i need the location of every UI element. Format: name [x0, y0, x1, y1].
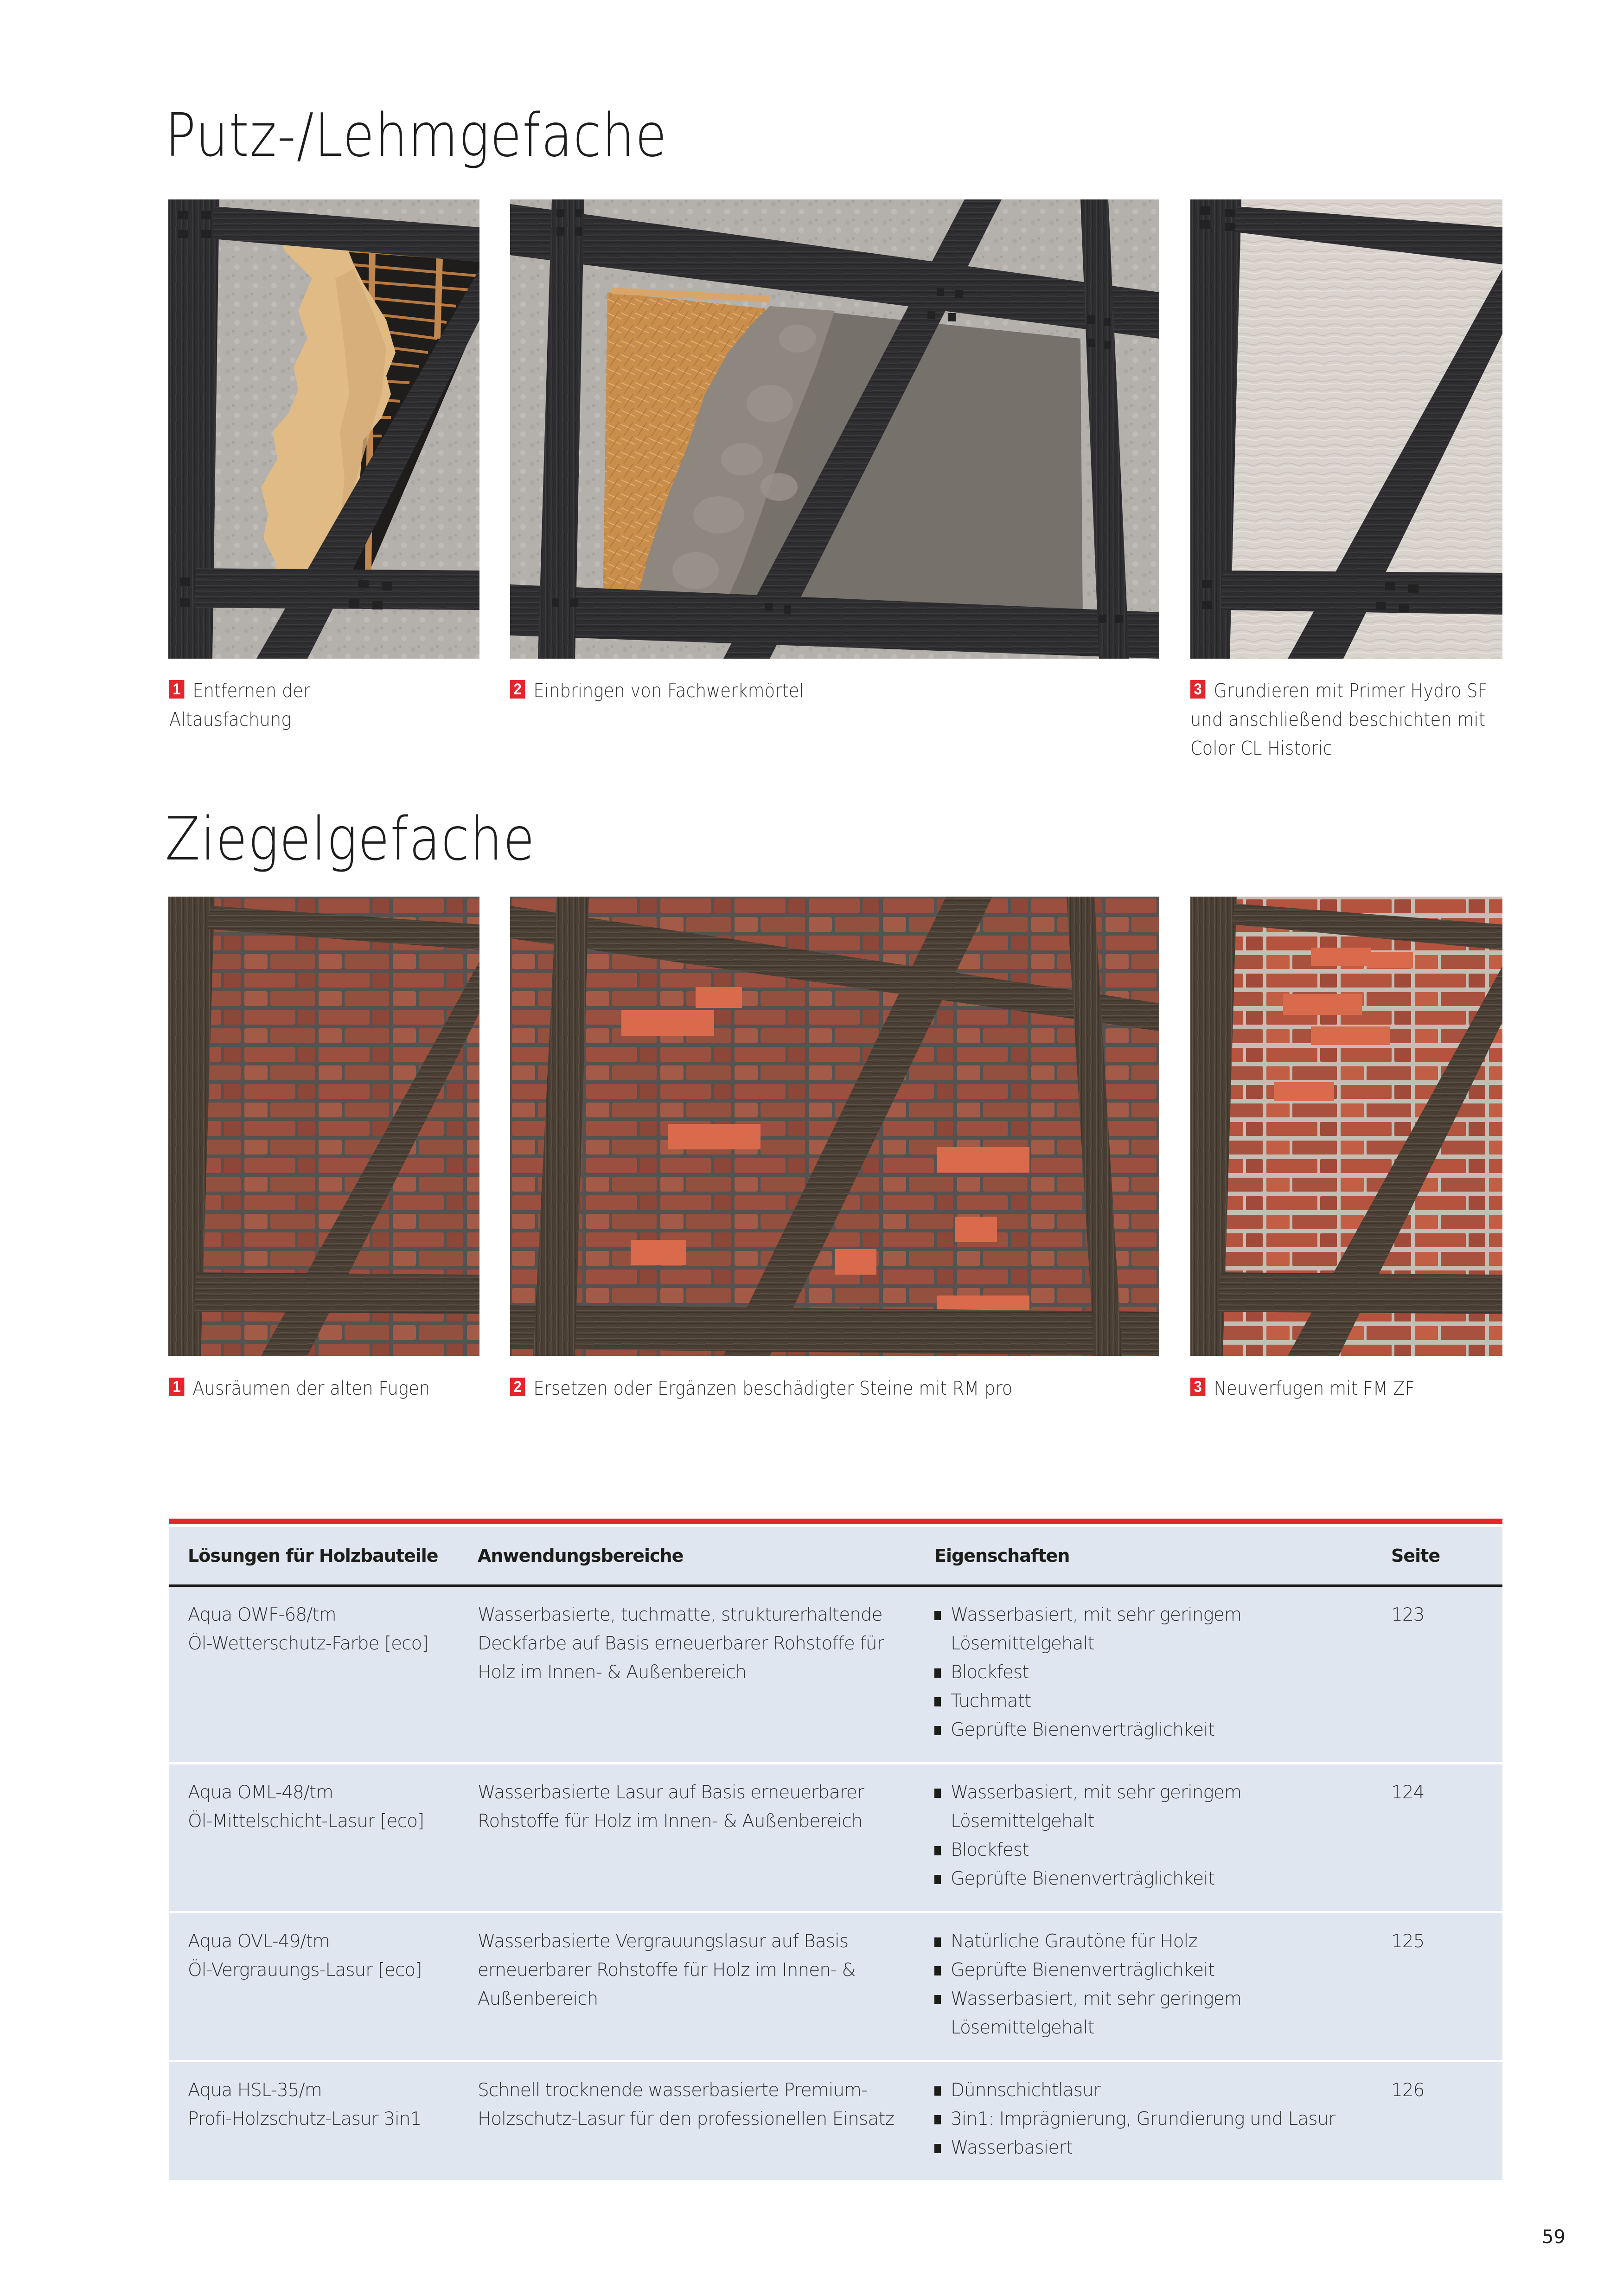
caption-putz-step-1	[169, 676, 436, 734]
property-item: 3in1: Imprägnierung, Grundierung und Lasur	[934, 2105, 1373, 2134]
step-number-badge: 2	[510, 680, 525, 699]
page-ref-cell: 125	[1373, 1912, 1502, 2061]
property-item: Dünnschichtlasur	[934, 2076, 1373, 2105]
properties-cell	[916, 2061, 1373, 2181]
section-title-ziegelgefache: Ziegelgefache	[165, 805, 536, 874]
product-code: Aqua OML-48/tm	[188, 1782, 333, 1803]
property-item: Natürliche Grautöne für Holz	[934, 1927, 1373, 1956]
caption-ziegel-step-1	[169, 1374, 436, 1403]
caption-text: Ersetzen oder Ergänzen beschädigter Steine mit RM pro	[533, 1377, 1013, 1399]
caption-putz-step-3	[1190, 676, 1491, 763]
product-cell	[169, 1586, 459, 1764]
property-item: Geprüfte Bienenverträglichkeit	[934, 1956, 1373, 1985]
table-header-row	[169, 1527, 1502, 1586]
product-code: Aqua OWF-68/tm	[188, 1604, 336, 1625]
product-cell	[169, 2061, 459, 2181]
caption-text: Grundieren mit Primer Hydro SF und anschließend beschichten mit Color CL Historic	[1190, 680, 1488, 759]
page-ref-cell: 123	[1373, 1586, 1502, 1764]
property-item: Wasserbasiert, mit sehr geringem Lösemittelgehalt	[934, 1778, 1373, 1836]
step-number-badge: 3	[1190, 1378, 1205, 1396]
property-item: Wasserbasiert, mit sehr geringem Lösemittelgehalt	[934, 1985, 1373, 2042]
photo-putz-step-3	[1190, 199, 1502, 659]
property-item: Blockfest	[934, 1836, 1373, 1865]
caption-ziegel-step-2	[510, 1374, 1086, 1403]
property-item: Tuchmatt	[934, 1687, 1373, 1716]
table-row	[169, 1764, 1502, 1912]
property-item: Geprüfte Bienenverträglichkeit	[934, 1865, 1373, 1893]
property-item: Wasserbasiert	[934, 2134, 1373, 2162]
step-number-badge: 1	[169, 1378, 184, 1396]
application-cell: Schnell trocknende wasserbasierte Premium-Holzschutz-Lasur für den professionellen Einsatz	[459, 2061, 916, 2181]
photo-ziegel-step-3	[1190, 897, 1502, 1356]
header-properties: Eigenschaften	[916, 1527, 1373, 1586]
page-ref-cell: 126	[1373, 2061, 1502, 2181]
property-item: Blockfest	[934, 1658, 1373, 1687]
table-row	[169, 1912, 1502, 2061]
step-number-badge: 1	[169, 680, 184, 699]
header-solutions: Lösungen für Holzbauteile	[169, 1527, 459, 1586]
caption-ziegel-step-3	[1190, 1374, 1491, 1403]
property-item: Wasserbasiert, mit sehr geringem Lösemittelgehalt	[934, 1601, 1373, 1658]
product-name: Profi-Holzschutz-Lasur 3in1	[188, 2109, 422, 2129]
header-page: Seite	[1373, 1527, 1502, 1586]
product-name: Öl-Wetterschutz-Farbe [eco]	[188, 1633, 428, 1654]
table-accent-bar	[169, 1519, 1502, 1524]
properties-cell	[916, 1586, 1373, 1764]
step-number-badge: 2	[510, 1378, 525, 1396]
photo-ziegel-step-1	[168, 897, 479, 1356]
section-title-putz-lehmgefache: Putz-/Lehmgefache	[165, 101, 668, 170]
caption-text: Neuverfugen mit FM ZF	[1214, 1377, 1415, 1399]
caption-text: Einbringen von Fachwerkmörtel	[533, 680, 804, 702]
product-name: Öl-Mittelschicht-Lasur [eco]	[188, 1811, 424, 1832]
product-name: Öl-Vergrauungs-Lasur [eco]	[188, 1960, 422, 1981]
page-number: 59	[1542, 2226, 1565, 2248]
photo-putz-step-1	[168, 199, 479, 659]
caption-text: Entfernen der Altausfachung	[169, 680, 311, 731]
property-item: Geprüfte Bienenverträglichkeit	[934, 1716, 1373, 1744]
table-row	[169, 1586, 1502, 1764]
caption-text: Ausräumen der alten Fugen	[192, 1377, 430, 1399]
photo-putz-step-2	[510, 199, 1159, 659]
photo-ziegel-step-2	[510, 897, 1159, 1356]
page-ref-cell: 124	[1373, 1764, 1502, 1912]
product-cell	[169, 1912, 459, 2061]
product-cell	[169, 1764, 459, 1912]
application-cell: Wasserbasierte, tuchmatte, strukturerhaltende Deckfarbe auf Basis erneuerbarer Rohstoffe für Holz im Innen- & Außenbereich	[459, 1586, 916, 1764]
application-cell: Wasserbasierte Lasur auf Basis erneuerbarer Rohstoffe für Holz im Innen- & Außenbereich	[459, 1764, 916, 1912]
application-cell: Wasserbasierte Vergrauungslasur auf Basis erneuerbarer Rohstoffe für Holz im Innen- & Außenbereich	[459, 1912, 916, 2061]
header-applications: Anwendungsbereiche	[459, 1527, 916, 1586]
product-table	[169, 1519, 1502, 2180]
product-code: Aqua OVL-49/tm	[188, 1931, 330, 1952]
product-code: Aqua HSL-35/m	[188, 2080, 322, 2101]
properties-cell	[916, 1764, 1373, 1912]
table-row	[169, 2061, 1502, 2181]
step-number-badge: 3	[1190, 680, 1205, 699]
properties-cell	[916, 1912, 1373, 2061]
caption-putz-step-2	[510, 676, 1086, 705]
